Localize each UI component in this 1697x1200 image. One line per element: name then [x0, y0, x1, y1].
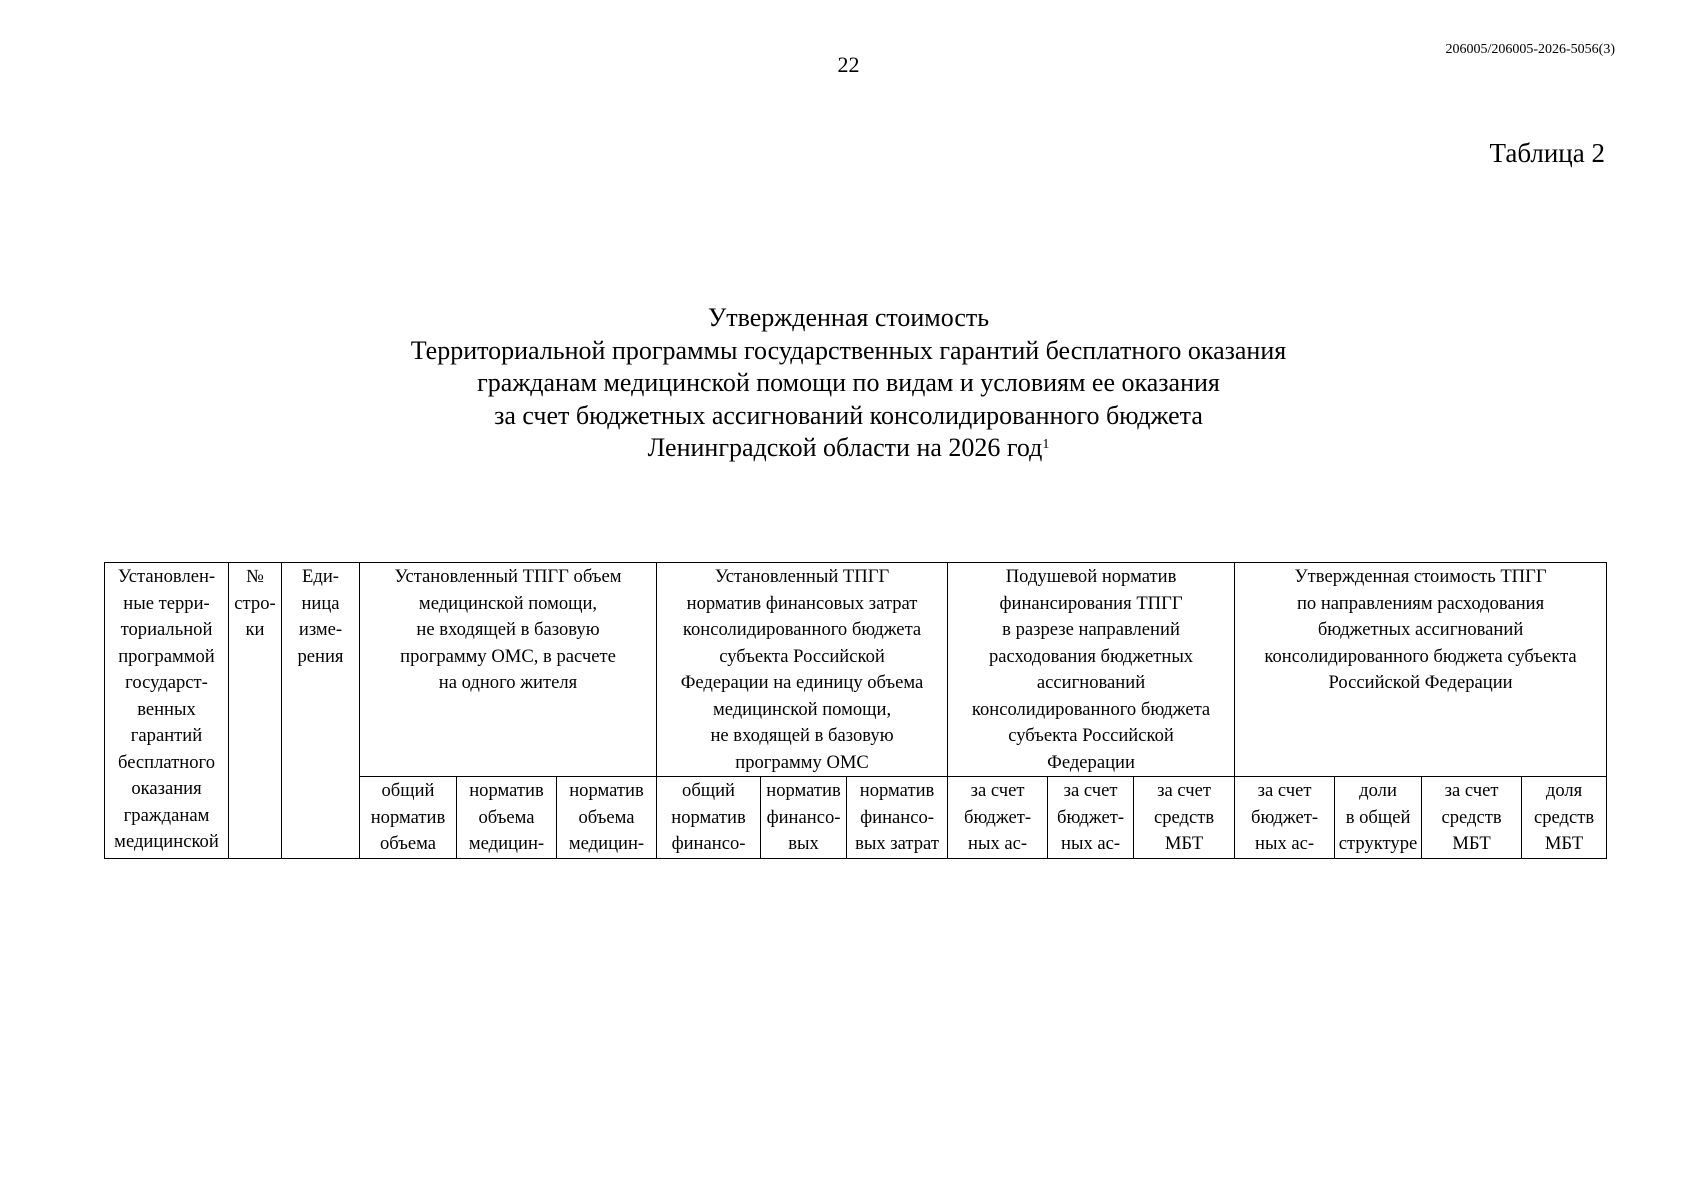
cell-line: средств [1533, 806, 1595, 828]
title-line: гражданам медицинской помощи по видам и условиям ее оказания [477, 368, 1220, 397]
footnote-mark: 1 [1042, 437, 1050, 452]
title-line: Утвержденная стоимость [707, 303, 990, 332]
cell-line: Подушевой норматив [1005, 566, 1177, 587]
subheader-cell [557, 777, 657, 859]
cell-line: бюджетных ассигнований [1317, 619, 1524, 640]
cell-line: ки [245, 619, 265, 640]
cell-line: объема [578, 806, 635, 828]
subheader-cell [457, 777, 557, 859]
subheader-cell [1422, 777, 1522, 859]
cell-line: МБТ [1164, 833, 1204, 854]
cell-line: не входящей в базовую [416, 619, 600, 640]
table-label: Таблица 2 [1489, 138, 1605, 168]
cell-line: Установленный ТПГГ объем [394, 566, 622, 587]
subheader-cell [1134, 777, 1235, 859]
cell-line: доли [1359, 780, 1397, 801]
cell-line: на одного жителя [438, 672, 578, 693]
cell-line: средств [1153, 806, 1215, 828]
header-cell-approved-cost-group [1235, 563, 1607, 777]
header-cell-services [105, 563, 229, 859]
cell-line: вых [788, 833, 819, 854]
cell-line: МБТ [1544, 833, 1584, 854]
cell-line: норматив [370, 806, 446, 828]
header-cell-unit [282, 563, 360, 859]
cell-line: консолидированного бюджета субъекта [1264, 645, 1577, 667]
subheader-cell [948, 777, 1048, 859]
table-title [0, 302, 1697, 465]
title-line: Территориальной программы государственных гарантий бесплатного оказания [410, 335, 1287, 365]
subheader-cell [1235, 777, 1335, 859]
cell-line: финансо- [671, 833, 746, 854]
title-line: за счет бюджетных ассигнований консолидированного бюджета [494, 400, 1203, 430]
subheader-cell [657, 777, 761, 859]
cell-line: ные терри- [123, 592, 210, 614]
cell-line: рения [297, 645, 344, 667]
cell-line: стро- [234, 592, 276, 614]
cell-line: программой [118, 645, 215, 667]
cell-line: объема [379, 833, 437, 854]
cell-line: гражданам [123, 804, 210, 826]
cell-line: за счет [1257, 780, 1312, 801]
cell-line: № [246, 566, 264, 587]
cell-line: государст- [125, 672, 208, 693]
cell-line: Утвержденная стоимость ТПГГ [1294, 566, 1547, 587]
cell-line: норматив [671, 806, 746, 828]
cell-line: норматив [766, 780, 841, 801]
cell-line: консолидированного бюджета [682, 619, 922, 640]
subheader-cell [1522, 777, 1607, 859]
cell-line: Федерации [1047, 751, 1135, 773]
cell-line: финансо- [766, 806, 841, 828]
cell-line: ных ас- [1061, 833, 1121, 854]
cell-line: финансо- [860, 806, 934, 828]
cell-line: финансирования ТПГГ [999, 592, 1183, 614]
title-line: Ленинградской области на 2026 год [647, 433, 1043, 462]
document-code: 206005/206005-2026-5056(3) [1445, 42, 1615, 57]
cell-line: общий [381, 780, 435, 801]
subheader-cell [761, 777, 847, 859]
cell-line: ных ас- [968, 833, 1028, 854]
page-number: 22 [837, 52, 860, 77]
cell-line: программу ОМС [735, 751, 869, 773]
subheader-cell [1335, 777, 1422, 859]
cell-line: за счет [1444, 780, 1499, 801]
cell-line: бюджет- [964, 806, 1032, 828]
title-line-last [0, 432, 1697, 465]
cell-line: объема [478, 806, 535, 828]
cell-line: за счет [970, 780, 1025, 801]
cell-line: не входящей в базовую [710, 725, 894, 746]
cell-line: ассигнований [1036, 672, 1146, 693]
header-cell-row-number [229, 563, 282, 859]
cell-line: медицинской [114, 831, 219, 852]
cell-line: за счет [1063, 780, 1118, 801]
cell-line: медицинской помощи, [418, 592, 598, 614]
cell-line: изме- [298, 619, 343, 640]
cell-line: консолидированного бюджета [971, 698, 1211, 720]
cell-line: норматив [859, 780, 935, 801]
cell-line: за счет [1157, 780, 1211, 801]
cell-line: МБТ [1452, 833, 1491, 854]
cell-line: бесплатного [117, 751, 216, 773]
cell-line: ница [301, 592, 340, 614]
header-cell-per-capita-group [948, 563, 1235, 777]
cell-line: бюджет- [1057, 806, 1125, 828]
header-cell-cost-norm-group [657, 563, 948, 777]
header-cell-volume-group [360, 563, 657, 777]
cell-line: гарантий [130, 725, 203, 746]
cell-line: структуре [1338, 833, 1418, 854]
cell-line: вых затрат [855, 833, 939, 854]
cell-line: Установленный ТПГГ [714, 566, 890, 587]
cell-line: ных ас- [1255, 833, 1315, 854]
cell-line: норматив финансовых затрат [686, 592, 918, 614]
cell-line: Установлен- [117, 566, 216, 587]
cell-line: ториальной [120, 619, 213, 640]
subheader-cell [847, 777, 948, 859]
cell-line: субъекта Российской [719, 645, 885, 667]
cell-line: венных [137, 698, 196, 720]
cell-line: Федерации на единицу объема [680, 672, 924, 693]
cell-line: по направлениям расходования [1296, 592, 1545, 614]
header-table [104, 562, 1607, 859]
cell-line: расходования бюджетных [988, 645, 1194, 667]
subheader-cell [1048, 777, 1134, 859]
cell-line: в общей [1345, 806, 1411, 828]
cell-line: Российской Федерации [1328, 672, 1513, 693]
cell-line: норматив [569, 780, 644, 801]
cell-line: Еди- [302, 566, 339, 587]
cell-line: медицин- [568, 833, 645, 854]
cell-line: норматив [469, 780, 544, 801]
cell-line: медицинской помощи, [712, 698, 892, 720]
cell-line: бюджет- [1251, 806, 1319, 828]
cell-line: программу ОМС, в расчете [400, 645, 616, 667]
cell-line: общий [682, 780, 735, 801]
cell-line: медицин- [468, 833, 545, 854]
cell-line: средств [1441, 806, 1502, 828]
cell-line: в разрезе направлений [1002, 619, 1180, 640]
subheader-cell [360, 777, 457, 859]
cell-line: оказания [131, 778, 202, 799]
cell-line: доля [1545, 780, 1583, 801]
cell-line: субъекта Российской [1008, 725, 1174, 746]
